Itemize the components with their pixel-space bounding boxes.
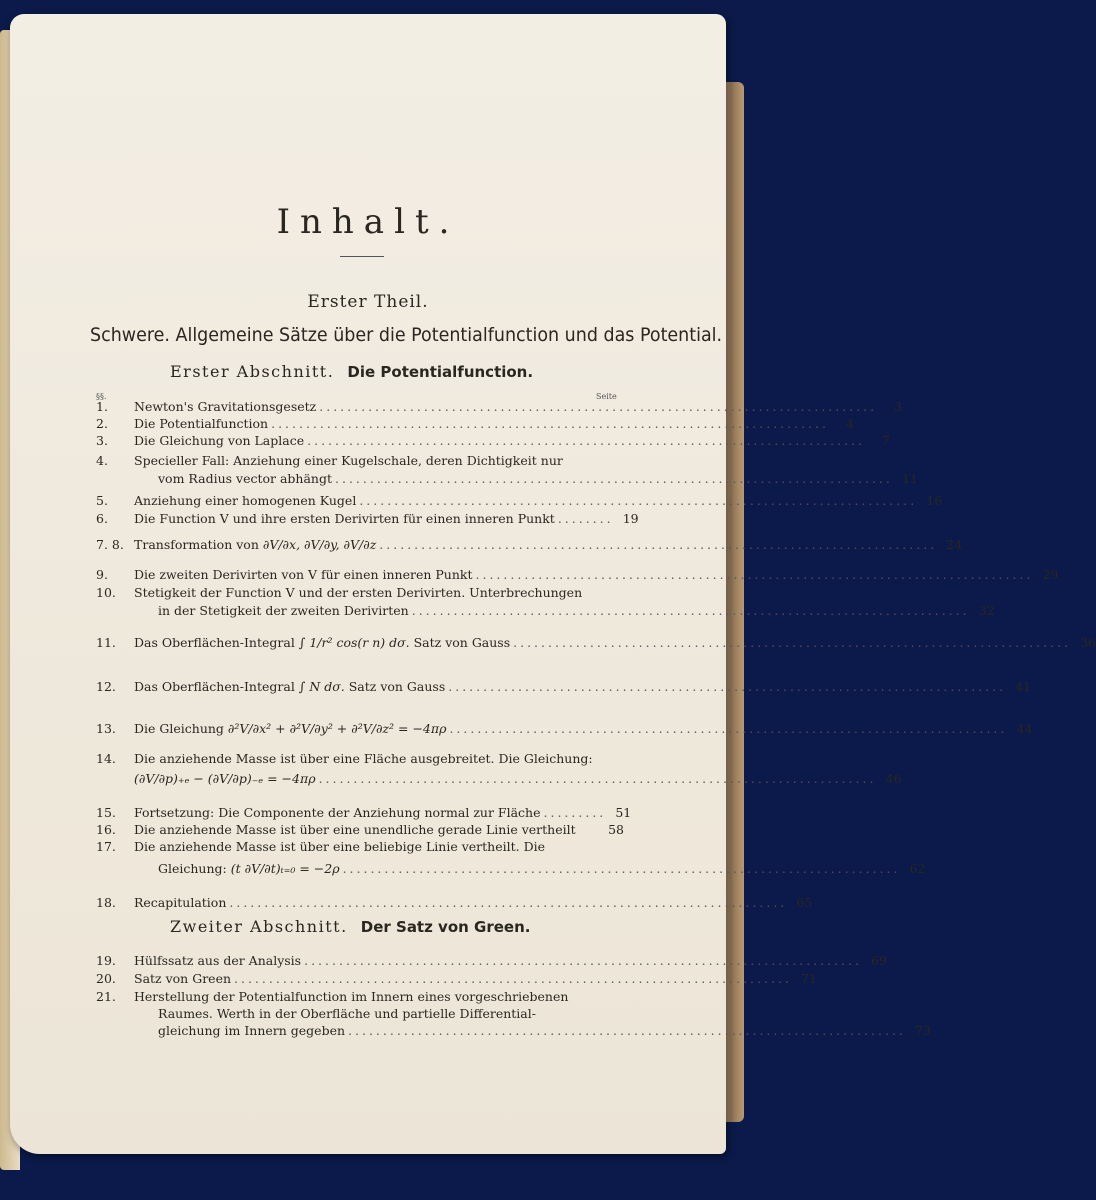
entry-number: 9. — [96, 567, 108, 582]
entry-formula: ∫ N dσ. — [298, 679, 345, 694]
toc-entry — [96, 821, 624, 838]
entry-number: 2. — [96, 416, 108, 431]
entry-text-continued: vom Radius vector abhängt — [158, 471, 332, 486]
paragraph-column-label: §§. — [96, 392, 107, 401]
part-heading: Erster Theil. — [307, 292, 429, 312]
entry-page: 3 — [894, 399, 903, 414]
entry-text: Anziehung einer homogenen Kugel — [134, 493, 357, 508]
entry-text: Fortsetzung: Die Componente der Anziehung normal zur Fläche — [134, 805, 541, 820]
entry-number: 10. — [96, 585, 116, 600]
entry-page: 46 — [885, 771, 902, 786]
entry-formula: ∫ 1/r² cos(r n) dσ. — [298, 635, 410, 650]
entry-text-after: Satz von Gauss — [348, 679, 446, 694]
entry-text-continued: Gleichung: — [158, 861, 227, 876]
entry-number: 1. — [96, 399, 108, 414]
entry-text: Die anziehende Masse ist über eine beliebige Linie vertheilt. Die — [134, 839, 545, 854]
entry-text: Das Oberflächen-Integral — [134, 635, 295, 650]
entry-page: 62 — [909, 861, 926, 876]
toc-entry: 2. Die Potentialfunction ................................................................................ 4 — [96, 416, 854, 431]
toc-entry: 19. Hülfssatz aus der Analysis ................................................................................ 69 — [96, 953, 887, 968]
part-subtitle: Schwere. Allgemeine Sätze über die Potentialfunction und das Potential. — [90, 324, 723, 346]
toc-entry: 18. Recapitulation ................................................................................ 65 — [96, 895, 813, 910]
entry-text-continued: gleichung im Innern gegeben — [158, 1023, 346, 1038]
toc-entry: 3. Die Gleichung von Laplace ................................................................................ 7 — [96, 433, 890, 448]
section-number: Zweiter Abschnitt. — [170, 917, 348, 936]
entry-text: Das Oberflächen-Integral — [134, 679, 295, 694]
entry-text: Specieller Fall: Anziehung einer Kugelschale, deren Dichtigkeit nur — [134, 453, 563, 468]
section-number: Erster Abschnitt. — [170, 362, 335, 381]
book-page — [10, 14, 1096, 1154]
entry-number: 16. — [96, 822, 116, 837]
entry-number: 4. — [96, 453, 108, 468]
entry-number: 13. — [96, 721, 116, 736]
toc-entry: 4. Specieller Fall: Anziehung einer Kugelschale, deren Dichtigkeit nur vom Radius vector abhängt ................................................................................ 11 — [96, 453, 918, 486]
toc-entry: 17. Die anziehende Masse ist über eine beliebige Linie vertheilt. Die Gleichung: (t ∂V/∂t)ₜ₌₀ = −2ρ ................................................................................ 62 — [96, 839, 926, 876]
toc-entry: 11. Das Oberflächen-Integral ∫ 1/r² cos(r n) dσ. Satz von Gauss ................................................................................ 36 — [96, 635, 1096, 650]
toc-entry: 13. Die Gleichung ∂²V/∂x² + ∂²V/∂y² + ∂²V/∂z² = −4πρ ................................................................................ 44 — [96, 721, 1033, 736]
entry-page: 71 — [800, 971, 817, 986]
entry-text-continued: in der Stetigkeit der zweiten Derivirten — [158, 603, 409, 618]
entry-page: 36 — [1080, 635, 1096, 650]
entry-text: Satz von Green — [134, 971, 232, 986]
entry-text: Stetigkeit der Function V und der ersten Derivirten. Unterbrechungen — [134, 585, 583, 600]
entry-formula: ∂²V/∂x² + ∂²V/∂y² + ∂²V/∂z² = −4πρ — [227, 721, 447, 736]
section-heading-1 — [170, 362, 533, 381]
toc-entry: 12. Das Oberflächen-Integral ∫ N dσ. Satz von Gauss ................................................................................ 41 — [96, 679, 1032, 694]
entry-page: 44 — [1016, 721, 1033, 736]
entry-number: 6. — [96, 511, 108, 526]
section-title: Die Potentialfunction. — [347, 363, 534, 381]
toc-entry: 20. Satz von Green ................................................................................ 71 — [96, 971, 817, 986]
entry-formula: (∂V/∂p)₊ₑ − (∂V/∂p)₋ₑ = −4πρ — [134, 771, 316, 786]
entry-text: Die Gleichung von Laplace — [134, 433, 305, 448]
entry-text: Recapitulation — [134, 895, 227, 910]
entry-formula: (t ∂V/∂t)ₜ₌₀ = −2ρ — [230, 861, 340, 876]
page-column-label: Seite — [596, 392, 617, 401]
toc-entry: 1. Newton's Gravitationsgesetz ................................................................................ 3 — [96, 399, 903, 414]
entry-page: 69 — [871, 953, 887, 968]
entry-text: Herstellung der Potentialfunction im Innern eines vorgeschriebenen — [134, 989, 569, 1004]
entry-number: 14. — [96, 751, 116, 766]
entry-number: 3. — [96, 433, 108, 448]
entry-text: Die anziehende Masse ist über eine Fläche ausgebreitet. Die Gleichung: — [134, 751, 593, 766]
entry-text: Die Gleichung — [134, 721, 224, 736]
entry-page: 58 — [608, 822, 624, 837]
entry-page: 4 — [846, 416, 854, 431]
entry-number: 5. — [96, 493, 108, 508]
entry-text: Die zweiten Derivirten von V für einen inneren Punkt — [134, 567, 473, 582]
entry-number: 15. — [96, 805, 116, 820]
entry-page: 24 — [946, 537, 963, 552]
entry-page: 7 — [882, 433, 890, 448]
entry-text-after: Satz von Gauss — [413, 635, 511, 650]
toc-entry: 14. Die anziehende Masse ist über eine Fläche ausgebreitet. Die Gleichung: (∂V/∂p)₊ₑ − (∂V/∂p)₋ₑ = −4πρ ................................................................................ 46 — [96, 751, 902, 786]
page-title: Inhalt. — [276, 202, 460, 242]
entry-number: 17. — [96, 839, 116, 854]
entry-text: Die anziehende Masse ist über eine unendliche gerade Linie vertheilt — [134, 822, 576, 837]
entry-number: 7. 8. — [96, 537, 124, 552]
entry-number: 11. — [96, 635, 116, 650]
entry-page: 65 — [796, 895, 813, 910]
entry-formula: ∂V/∂x, ∂V/∂y, ∂V/∂z — [262, 537, 377, 552]
entry-text: Hülfssatz aus der Analysis — [134, 953, 302, 968]
entry-number: 19. — [96, 953, 116, 968]
entry-number: 12. — [96, 679, 116, 694]
entry-page: 41 — [1015, 679, 1032, 694]
entry-page: 19 — [622, 511, 639, 526]
entry-text: Die Function V und ihre ersten Derivirten für einen inneren Punkt — [134, 511, 555, 526]
entry-number: 18. — [96, 895, 116, 910]
title-divider — [340, 256, 384, 257]
entry-text: Newton's Gravitationsgesetz — [134, 399, 317, 414]
entry-text-continued: Raumes. Werth in der Oberfläche und partielle Differential- — [158, 1006, 536, 1021]
entry-page: 73 — [915, 1023, 931, 1038]
section-heading-2 — [170, 917, 530, 936]
entry-page: 51 — [615, 805, 632, 820]
entry-page: 16 — [926, 493, 943, 508]
entry-number: 20. — [96, 971, 116, 986]
page-content — [10, 14, 1096, 1154]
toc-entry: 5. Anziehung einer homogenen Kugel ................................................................................ 16 — [96, 493, 943, 508]
toc-entry: 15. Fortsetzung: Die Componente der Anziehung normal zur Fläche ......... 51 — [96, 805, 632, 820]
toc-entry: 6. Die Function V und ihre ersten Derivirten für einen inneren Punkt ........ 19 — [96, 511, 639, 526]
entry-page: 11 — [901, 471, 918, 486]
entry-text: Transformation von — [134, 537, 259, 552]
entry-page: 29 — [1042, 567, 1059, 582]
entry-page: 32 — [978, 603, 995, 618]
entry-text: Die Potentialfunction — [134, 416, 269, 431]
toc-entry: 7. 8. Transformation von ∂V/∂x, ∂V/∂y, ∂V/∂z ................................................................................ 24 — [96, 537, 963, 552]
toc-entry: 21. Herstellung der Potentialfunction im Innern eines vorgeschriebenen Raumes. Werth in der Oberfläche und partielle Differential- gleichung im Innern gegeben ................................................................................ 73 — [96, 989, 931, 1038]
toc-entry: 10. Stetigkeit der Function V und der ersten Derivirten. Unterbrechungen in der Stetigkeit der zweiten Derivirten ................................................................................ 32 — [96, 585, 995, 618]
toc-entry: 9. Die zweiten Derivirten von V für einen inneren Punkt ................................................................................ 29 — [96, 567, 1059, 582]
entry-number: 21. — [96, 989, 116, 1004]
section-title: Der Satz von Green. — [360, 918, 531, 936]
